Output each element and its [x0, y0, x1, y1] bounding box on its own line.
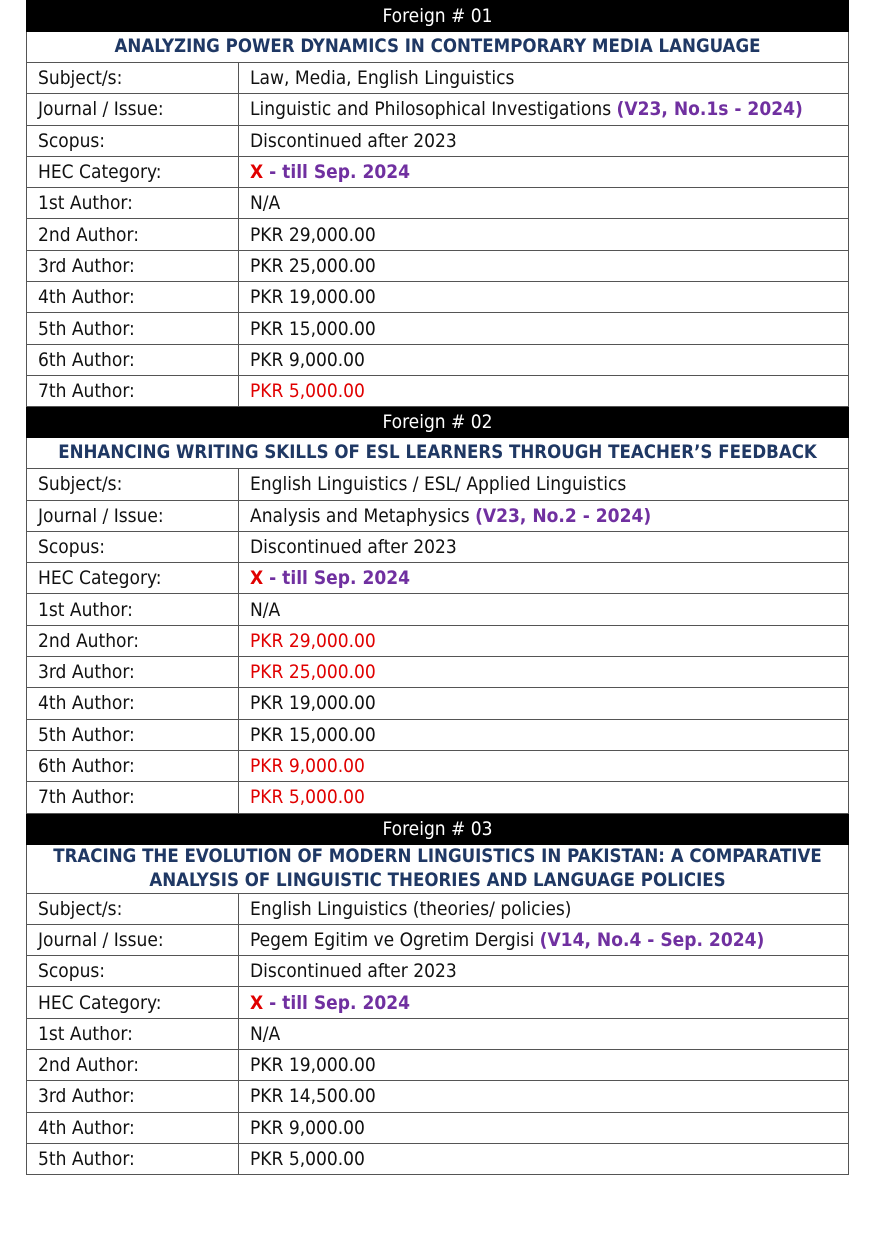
journal-label: Journal / Issue: — [27, 94, 239, 125]
author-label: 2nd Author: — [27, 1050, 239, 1081]
author-row — [27, 1050, 849, 1081]
author-row — [27, 1018, 849, 1049]
hec-row — [27, 563, 849, 594]
hec-value — [239, 563, 849, 594]
author-label: 6th Author: — [27, 344, 239, 375]
scopus-label: Scopus: — [27, 125, 239, 156]
subject-label: Subject/s: — [27, 469, 239, 500]
author-fee: PKR 14,500.00 — [239, 1081, 849, 1112]
author-row — [27, 594, 849, 625]
author-label: 1st Author: — [27, 594, 239, 625]
author-row — [27, 375, 849, 406]
subject-value: English Linguistics / ESL/ Applied Linguistics — [239, 469, 849, 500]
hec-validity: - till Sep. 2024 — [263, 567, 411, 590]
journal-row — [27, 94, 849, 125]
author-fee: PKR 29,000.00 — [239, 219, 849, 250]
author-fee: N/A — [239, 594, 849, 625]
author-row — [27, 188, 849, 219]
subject-value: Law, Media, English Linguistics — [239, 63, 849, 94]
subject-label: Subject/s: — [27, 893, 239, 924]
hec-row — [27, 987, 849, 1018]
author-fee: N/A — [239, 188, 849, 219]
journal-label: Journal / Issue: — [27, 500, 239, 531]
subject-value: English Linguistics (theories/ policies) — [239, 893, 849, 924]
subject-label: Subject/s: — [27, 63, 239, 94]
author-label: 4th Author: — [27, 1112, 239, 1143]
hec-x-mark: X — [250, 161, 264, 184]
author-label: 7th Author: — [27, 782, 239, 813]
paper-title: ANALYZING POWER DYNAMICS IN CONTEMPORARY MEDIA LANGUAGE — [27, 32, 849, 63]
author-row — [27, 1143, 849, 1174]
scopus-value: Discontinued after 2023 — [239, 531, 849, 562]
hec-label: HEC Category: — [27, 156, 239, 187]
author-row — [27, 1081, 849, 1112]
section-header: Foreign # 02 — [27, 407, 849, 438]
author-row — [27, 344, 849, 375]
hec-value — [239, 156, 849, 187]
author-fee: PKR 9,000.00 — [239, 750, 849, 781]
subject-row — [27, 469, 849, 500]
journal-row — [27, 500, 849, 531]
hec-validity: - till Sep. 2024 — [263, 991, 411, 1014]
author-row — [27, 282, 849, 313]
section-title-row — [27, 438, 849, 469]
scopus-value: Discontinued after 2023 — [239, 956, 849, 987]
hec-label: HEC Category: — [27, 987, 239, 1018]
journal-name: Pegem Egitim ve Ogretim Dergisi — [250, 928, 535, 951]
journal-value — [239, 924, 849, 955]
author-row — [27, 657, 849, 688]
author-label: 5th Author: — [27, 719, 239, 750]
section-header: Foreign # 01 — [27, 1, 849, 32]
journal-row — [27, 924, 849, 955]
scopus-row — [27, 531, 849, 562]
author-fee: PKR 25,000.00 — [239, 657, 849, 688]
author-label: 4th Author: — [27, 282, 239, 313]
journal-issue: (V23, No.2 - 2024) — [475, 504, 652, 527]
section-header-row — [27, 1, 849, 32]
author-fee: PKR 29,000.00 — [239, 625, 849, 656]
author-row — [27, 782, 849, 813]
author-row — [27, 719, 849, 750]
author-label: 7th Author: — [27, 375, 239, 406]
journal-issue: (V14, No.4 - Sep. 2024) — [539, 928, 765, 951]
scopus-row — [27, 125, 849, 156]
author-fee: N/A — [239, 1018, 849, 1049]
author-fee: PKR 5,000.00 — [239, 1143, 849, 1174]
author-fee: PKR 15,000.00 — [239, 313, 849, 344]
hec-label: HEC Category: — [27, 563, 239, 594]
author-fee: PKR 9,000.00 — [239, 344, 849, 375]
hec-x-mark: X — [250, 991, 264, 1014]
author-row — [27, 313, 849, 344]
hec-value — [239, 987, 849, 1018]
section-title-row — [27, 844, 849, 893]
scopus-label: Scopus: — [27, 531, 239, 562]
subject-row — [27, 893, 849, 924]
hec-row — [27, 156, 849, 187]
scopus-label: Scopus: — [27, 956, 239, 987]
author-label: 1st Author: — [27, 188, 239, 219]
author-fee: PKR 15,000.00 — [239, 719, 849, 750]
author-fee: PKR 19,000.00 — [239, 688, 849, 719]
journal-name: Analysis and Metaphysics — [250, 504, 470, 527]
section-header: Foreign # 03 — [27, 813, 849, 844]
subject-row — [27, 63, 849, 94]
section-header-row — [27, 407, 849, 438]
journal-name: Linguistic and Philosophical Investigations — [250, 97, 612, 120]
hec-x-mark: X — [250, 567, 264, 590]
author-row — [27, 688, 849, 719]
author-label: 2nd Author: — [27, 219, 239, 250]
journal-value — [239, 94, 849, 125]
author-fee: PKR 25,000.00 — [239, 250, 849, 281]
author-label: 3rd Author: — [27, 657, 239, 688]
author-label: 2nd Author: — [27, 625, 239, 656]
author-row — [27, 250, 849, 281]
journal-issue: (V23, No.1s - 2024) — [616, 97, 803, 120]
document-page — [26, 0, 848, 1175]
author-fee: PKR 19,000.00 — [239, 1050, 849, 1081]
paper-title: ENHANCING WRITING SKILLS OF ESL LEARNERS THROUGH TEACHER’S FEEDBACK — [27, 438, 849, 469]
section-title-row — [27, 32, 849, 63]
section-header-row — [27, 813, 849, 844]
author-label: 5th Author: — [27, 1143, 239, 1174]
author-fee: PKR 5,000.00 — [239, 375, 849, 406]
author-row — [27, 1112, 849, 1143]
scopus-row — [27, 956, 849, 987]
author-label: 3rd Author: — [27, 250, 239, 281]
author-fee: PKR 9,000.00 — [239, 1112, 849, 1143]
author-label: 5th Author: — [27, 313, 239, 344]
scopus-value: Discontinued after 2023 — [239, 125, 849, 156]
journal-value — [239, 500, 849, 531]
author-fee: PKR 19,000.00 — [239, 282, 849, 313]
author-label: 1st Author: — [27, 1018, 239, 1049]
author-fee: PKR 5,000.00 — [239, 782, 849, 813]
author-row — [27, 750, 849, 781]
hec-validity: - till Sep. 2024 — [263, 161, 411, 184]
author-label: 4th Author: — [27, 688, 239, 719]
journal-label: Journal / Issue: — [27, 924, 239, 955]
pricing-table — [26, 0, 849, 1175]
author-row — [27, 625, 849, 656]
paper-title: TRACING THE EVOLUTION OF MODERN LINGUISTICS IN PAKISTAN: A COMPARATIVE ANALYSIS OF LINGUISTIC THEORIES AND LANGUAGE POLICIES — [27, 844, 849, 893]
author-label: 3rd Author: — [27, 1081, 239, 1112]
author-label: 6th Author: — [27, 750, 239, 781]
author-row — [27, 219, 849, 250]
